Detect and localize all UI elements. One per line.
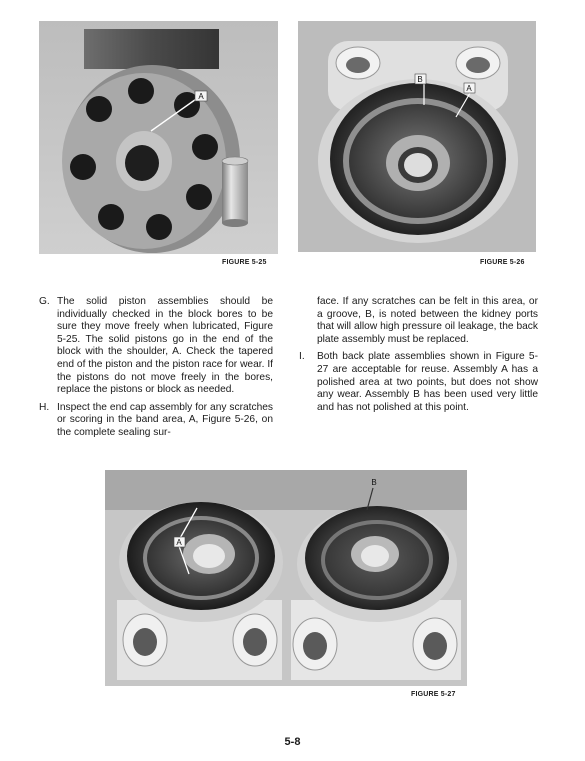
paragraph-g-letter: G. — [39, 296, 50, 307]
piston-block-image — [39, 21, 278, 254]
figure-5-25-photo — [39, 21, 278, 254]
figure-5-27-photo — [105, 470, 467, 686]
figure-5-27-label-b: B — [371, 478, 377, 487]
figure-5-26-caption: FIGURE 5-26 — [480, 259, 525, 266]
end-cap-image — [298, 21, 536, 252]
right-text-column — [299, 296, 538, 419]
paragraph-g — [39, 296, 273, 397]
figure-5-27-caption: FIGURE 5-27 — [411, 691, 456, 698]
paragraph-h-text: Inspect the end cap assembly for any scratches or scoring in the band area, A, Figure 5-26, on the complete sealing sur- — [57, 401, 273, 438]
figure-5-26-photo — [298, 21, 536, 252]
paragraph-i-letter: I. — [299, 351, 305, 363]
paragraph-g-text: The solid piston assemblies should be individually checked in the block bores to be sure they move freely when lubricated, Figure 5-25. The solid pistons go in the end of the block with the shoulder, A. Check the tapered end of the piston and the piston race for wear. If the pistons do not move freely in the bores, replace the pistons or block as needed. — [57, 296, 273, 396]
page-number: 5-8 — [284, 736, 301, 748]
figure-5-27-label-a: A — [176, 538, 182, 547]
paragraph-i — [299, 351, 538, 414]
figure-5-25-caption: FIGURE 5-25 — [222, 259, 267, 266]
left-text-column — [39, 296, 273, 445]
paragraph-i-text: Both back plate assemblies shown in Figure 5-27 are acceptable for reuse. Assembly A has a polished area at two points, but does not show any wear. Assembly B has been used very little and has not polished at this point. — [317, 351, 538, 413]
paragraph-h-letter: H. — [39, 401, 50, 413]
figure-5-25-label-a: A — [198, 92, 204, 101]
figure-5-26-label-b: B — [417, 75, 423, 84]
back-plate-assemblies-image — [105, 470, 467, 686]
paragraph-h — [39, 402, 273, 440]
paragraph-h-continuation: face. If any scratches can be felt in this area, or a groove, B, is noted between the kidney ports that will allow high pressure oil leakage, the back plate assembly must be replaced. — [317, 296, 538, 345]
figure-5-26-label-a: A — [466, 84, 472, 93]
